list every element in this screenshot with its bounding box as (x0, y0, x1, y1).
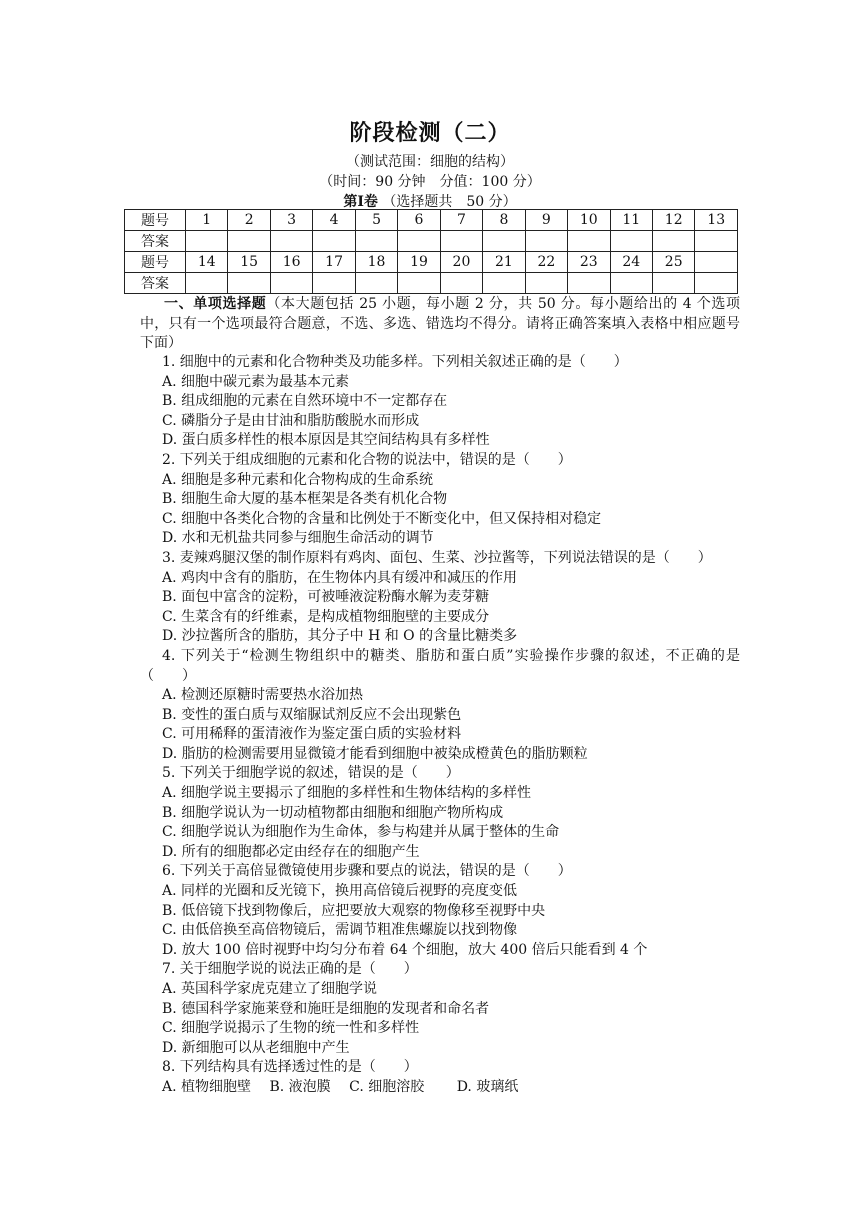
question-number-cell: 1 (186, 210, 228, 231)
question-option: D. 沙拉酱所含的脂肪，其分子中 H 和 O 的含量比糖类多 (162, 628, 518, 645)
test-scope: （测试范围：细胞的结构） (346, 154, 514, 170)
section-heading: 一、单项选择题 (164, 296, 267, 312)
part-heading (0, 191, 860, 211)
part-title: 第Ⅰ卷 (343, 194, 378, 210)
question-number-cell: 19 (398, 252, 440, 273)
question-number-cell: 13 (695, 210, 738, 231)
table-row-label: 答案 (125, 231, 186, 252)
table-row-label: 答案 (125, 273, 186, 294)
question-number-cell: 3 (270, 210, 312, 231)
question-option: D. 放大 100 倍时视野中均匀分布着 64 个细胞，放大 400 倍后只能看到 4 个 (162, 941, 648, 958)
question-option: C. 可用稀释的蛋清液作为鉴定蛋白质的实验材料 (162, 726, 462, 743)
question-option: D. 所有的细胞都必定由经存在的细胞产生 (162, 843, 420, 860)
table-row (125, 231, 738, 252)
answer-cell[interactable] (525, 273, 567, 294)
question-option: D. 玻璃纸 (456, 1078, 519, 1095)
question-stem: 7. 关于细胞学说的说法正确的是（ ） (162, 961, 418, 978)
answer-cell[interactable] (652, 273, 694, 294)
question-number-cell: 6 (398, 210, 440, 231)
question-option: B. 组成细胞的元素在自然环境中不一定都存在 (162, 393, 448, 410)
answer-cell[interactable] (228, 273, 270, 294)
question-option: A. 植物细胞壁 (162, 1078, 252, 1095)
section-instructions-text: （本大题包括 25 小题，每小题 2 分，共 50 分。每小题给出的 4 个选项中，只有一个选项最符合题意，不选、多选、错选均不得分。请将正确答案填入表格中相应题号下面） (140, 296, 741, 352)
question-option: A. 细胞中碳元素为最基本元素 (162, 373, 350, 390)
question-stem: 6. 下列关于高倍显微镜使用步骤和要点的说法，错误的是（ ） (162, 863, 572, 880)
question-number-cell: 14 (186, 252, 228, 273)
question-number-cell: 23 (568, 252, 610, 273)
question-option: B. 细胞学说认为一切动植物都由细胞和细胞产物所构成 (162, 804, 504, 821)
answer-cell[interactable] (186, 273, 228, 294)
answer-cell[interactable] (568, 231, 610, 252)
question-option: C. 生菜含有的纤维素，是构成植物细胞壁的主要成分 (162, 608, 490, 625)
answer-cell[interactable] (228, 231, 270, 252)
question-option: B. 液泡膜 (269, 1078, 331, 1095)
table-row (125, 273, 738, 294)
question-option: A. 鸡肉中含有的脂肪，在生物体内具有缓冲和减压的作用 (162, 569, 518, 586)
question-option: C. 磷脂分子是由甘油和脂肪酸脱水而形成 (162, 412, 420, 429)
question-number-cell: 12 (652, 210, 694, 231)
question-option: C. 细胞溶胶 (349, 1078, 425, 1095)
question-option: C. 细胞学说认为细胞作为生命体，参与构建并从属于整体的生命 (162, 824, 560, 841)
question-number-cell: 24 (610, 252, 652, 273)
answer-cell[interactable] (270, 231, 312, 252)
question-option: A. 英国科学家虎克建立了细胞学说 (162, 981, 378, 997)
question-number-cell: 4 (313, 210, 355, 231)
question-option: B. 低倍镜下找到物像后，应把要放大观察的物像移至视野中央 (162, 902, 546, 919)
table-row (125, 252, 738, 273)
question-number-cell: 10 (568, 210, 610, 231)
answer-cell[interactable] (695, 231, 738, 252)
question-stem: 4. 下列关于“检测生物组织中的糖类、脂肪和蛋白质”实验操作步骤的叙述，不正确的是（ ） (140, 647, 740, 684)
answer-cell[interactable] (652, 231, 694, 252)
answer-cell[interactable] (355, 231, 397, 252)
page-title: 阶段检测（二） (349, 120, 511, 146)
question-stem: 3. 麦辣鸡腿汉堡的制作原料有鸡肉、面包、生菜、沙拉酱等，下列说法错误的是（ ） (162, 549, 712, 566)
question-stem: 2. 下列关于组成细胞的元素和化合物的说法中，错误的是（ ） (162, 451, 572, 468)
table-row-label: 题号 (125, 252, 186, 273)
part-note: （选择题共 50 分） (382, 194, 517, 210)
question-option: C. 细胞学说揭示了生物的统一性和多样性 (162, 1020, 420, 1037)
question-number-cell: 16 (270, 252, 312, 273)
question-option: B. 细胞生命大厦的基本框架是各类有机化合物 (162, 491, 448, 508)
question-number-cell: 18 (355, 252, 397, 273)
question-option: C. 由低倍换至高倍物镜后，需调节粗准焦螺旋以找到物像 (162, 922, 518, 939)
answer-cell[interactable] (610, 231, 652, 252)
answer-cell[interactable] (313, 231, 355, 252)
question-number-cell (695, 252, 738, 273)
table-row (125, 210, 738, 231)
answer-cell[interactable] (525, 231, 567, 252)
question-option: A. 同样的光圈和反光镜下，换用高倍镜后视野的亮度变低 (162, 883, 518, 900)
question-option: B. 变性的蛋白质与双缩脲试剂反应不会出现紫色 (162, 706, 462, 723)
question-stem: 8. 下列结构具有选择透过性的是（ ） (162, 1059, 418, 1076)
question-option: D. 新细胞可以从老细胞中产生 (162, 1039, 350, 1056)
question-number-cell: 25 (652, 252, 694, 273)
question-option: A. 检测还原糖时需要热水浴加热 (162, 687, 364, 704)
question-option: B. 面包中富含的淀粉，可被唾液淀粉酶水解为麦芽糖 (162, 589, 490, 606)
answer-cell[interactable] (695, 273, 738, 294)
question-number-cell: 8 (483, 210, 525, 231)
questions-list (140, 353, 740, 1098)
section-instructions (140, 295, 740, 354)
question-number-cell: 5 (355, 210, 397, 231)
question-option: A. 细胞学说主要揭示了细胞的多样性和生物体结构的多样性 (162, 785, 532, 802)
question-number-cell: 2 (228, 210, 270, 231)
answer-cell[interactable] (398, 231, 440, 252)
answer-table (124, 209, 738, 294)
answer-cell[interactable] (270, 273, 312, 294)
question-option: D. 蛋白质多样性的根本原因是其空间结构具有多样性 (162, 432, 490, 449)
question-option: A. 细胞是多种元素和化合物构成的生命系统 (162, 471, 434, 488)
question-number-cell: 21 (483, 252, 525, 273)
section-one (140, 295, 740, 354)
answer-cell[interactable] (483, 273, 525, 294)
question-number-cell: 11 (610, 210, 652, 231)
answer-cell[interactable] (440, 231, 482, 252)
question-number-cell: 15 (228, 252, 270, 273)
question-option: D. 水和无机盐共同参与细胞生命活动的调节 (162, 530, 434, 547)
answer-cell[interactable] (398, 273, 440, 294)
question-option: C. 细胞中各类化合物的含量和比例处于不断变化中，但又保持相对稳定 (162, 510, 602, 527)
answer-cell[interactable] (610, 273, 652, 294)
question-stem: 1. 细胞中的元素和化合物种类及功能多样。下列相关叙述正确的是（ ） (162, 354, 628, 370)
answer-cell[interactable] (355, 273, 397, 294)
question-number-cell: 9 (525, 210, 567, 231)
answer-cell[interactable] (568, 273, 610, 294)
question-number-cell: 20 (440, 252, 482, 273)
table-row-label: 题号 (125, 210, 186, 231)
answer-cell[interactable] (313, 273, 355, 294)
answer-cell[interactable] (186, 231, 228, 252)
answer-cell[interactable] (440, 273, 482, 294)
question-option: D. 脂肪的检测需要用显微镜才能看到细胞中被染成橙黄色的脂肪颗粒 (162, 745, 588, 762)
question-number-cell: 7 (440, 210, 482, 231)
question-options-row (140, 1078, 740, 1098)
answer-cell[interactable] (483, 231, 525, 252)
question-number-cell: 22 (525, 252, 567, 273)
question-stem: 5. 下列关于细胞学说的叙述，错误的是（ ） (162, 765, 460, 782)
time-and-score: （时间：90 分钟 分值：100 分） (319, 174, 541, 190)
question-option: B. 德国科学家施莱登和施旺是细胞的发现者和命名者 (162, 1000, 490, 1017)
question-number-cell: 17 (313, 252, 355, 273)
